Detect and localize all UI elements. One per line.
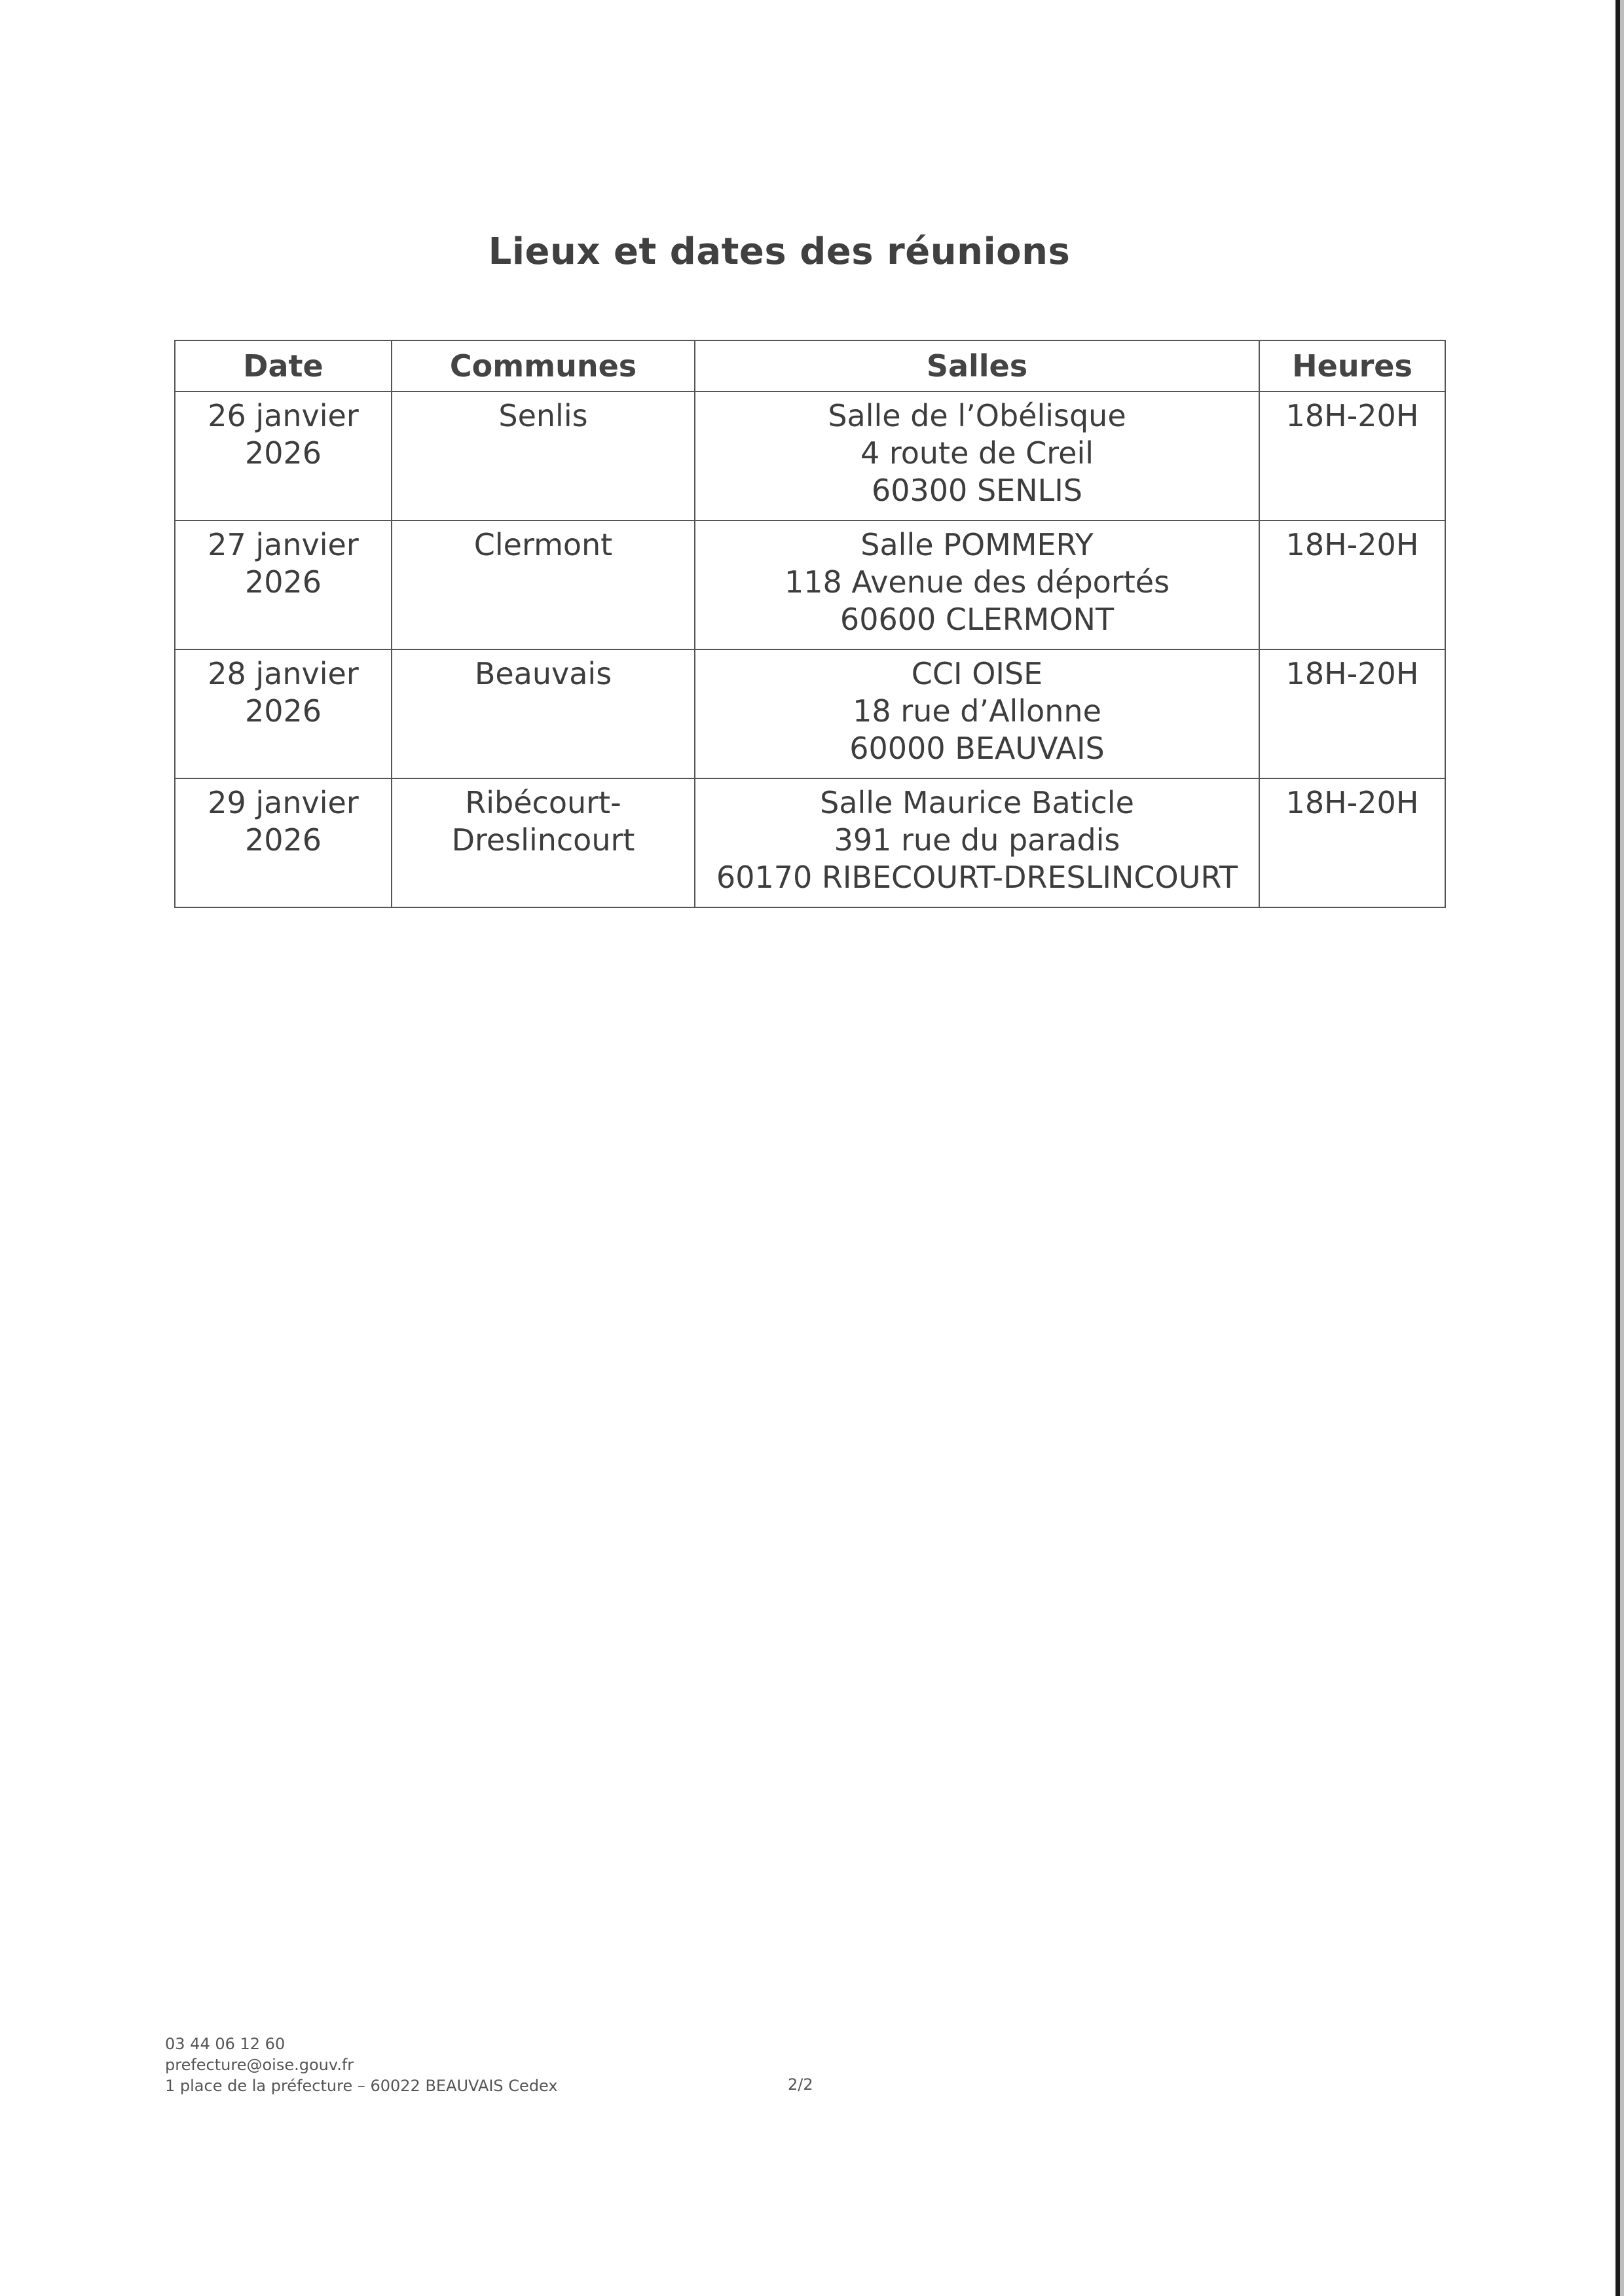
cell-commune (392, 778, 695, 907)
cell-salle (695, 392, 1259, 520)
page-title: Lieux et dates des réunions (488, 230, 1071, 273)
cell-date (175, 778, 392, 907)
cell-heures: 18H-20H (1259, 520, 1445, 649)
table-row (175, 520, 1445, 649)
salle-city: 60300 SENLIS (871, 473, 1083, 508)
salle-name: CCI OISE (911, 656, 1043, 691)
footer-contact (165, 2033, 558, 2096)
date-year: 2026 (244, 822, 322, 858)
cell-commune (392, 392, 695, 520)
salle-city: 60170 RIBECOURT-DRESLINCOURT (716, 860, 1238, 895)
date-day: 26 janvier (208, 398, 359, 433)
footer-phone: 03 44 06 12 60 (165, 2035, 286, 2053)
salle-street: 18 rue d’Allonne (853, 693, 1101, 729)
table-header-row (175, 340, 1445, 392)
footer-address: 1 place de la préfecture – 60022 BEAUVAIS Cedex (165, 2077, 558, 2095)
header-salles: Salles (695, 340, 1259, 392)
cell-date (175, 649, 392, 778)
salle-street: 391 rue du paradis (834, 822, 1120, 858)
salle-name: Salle Maurice Baticle (820, 785, 1134, 820)
salle-name: Salle de l’Obélisque (828, 398, 1126, 433)
table-row (175, 392, 1445, 520)
header-heures: Heures (1259, 340, 1445, 392)
cell-salle (695, 778, 1259, 907)
date-year: 2026 (244, 693, 322, 729)
cell-date (175, 520, 392, 649)
salle-name: Salle POMMERY (860, 527, 1094, 562)
commune-name-part1: Ribécourt- (465, 785, 621, 820)
footer-email[interactable]: prefecture@oise.gouv.fr (165, 2056, 354, 2074)
commune-name-part2: Dreslincourt (451, 822, 635, 858)
salle-city: 60000 BEAUVAIS (849, 731, 1105, 766)
cell-salle (695, 520, 1259, 649)
page-number: 2/2 (788, 2075, 813, 2094)
cell-date (175, 392, 392, 520)
commune-name: Clermont (473, 527, 613, 562)
scan-edge-line (1615, 0, 1620, 2296)
date-day: 27 janvier (208, 527, 359, 562)
salle-street: 118 Avenue des déportés (784, 564, 1170, 600)
cell-heures: 18H-20H (1259, 392, 1445, 520)
cell-commune (392, 520, 695, 649)
cell-salle (695, 649, 1259, 778)
meetings-table (174, 340, 1446, 908)
commune-name: Senlis (498, 398, 588, 433)
date-day: 28 janvier (208, 656, 359, 691)
scan-edge-shadow (1620, 0, 1624, 2296)
cell-heures: 18H-20H (1259, 778, 1445, 907)
date-day: 29 janvier (208, 785, 359, 820)
salle-street: 4 route de Creil (860, 435, 1094, 471)
table-row (175, 649, 1445, 778)
date-year: 2026 (244, 435, 322, 471)
table-row (175, 778, 1445, 907)
commune-name: Beauvais (474, 656, 612, 691)
cell-commune (392, 649, 695, 778)
header-communes: Communes (392, 340, 695, 392)
header-date: Date (175, 340, 392, 392)
date-year: 2026 (244, 564, 322, 600)
cell-heures: 18H-20H (1259, 649, 1445, 778)
salle-city: 60600 CLERMONT (840, 602, 1115, 637)
